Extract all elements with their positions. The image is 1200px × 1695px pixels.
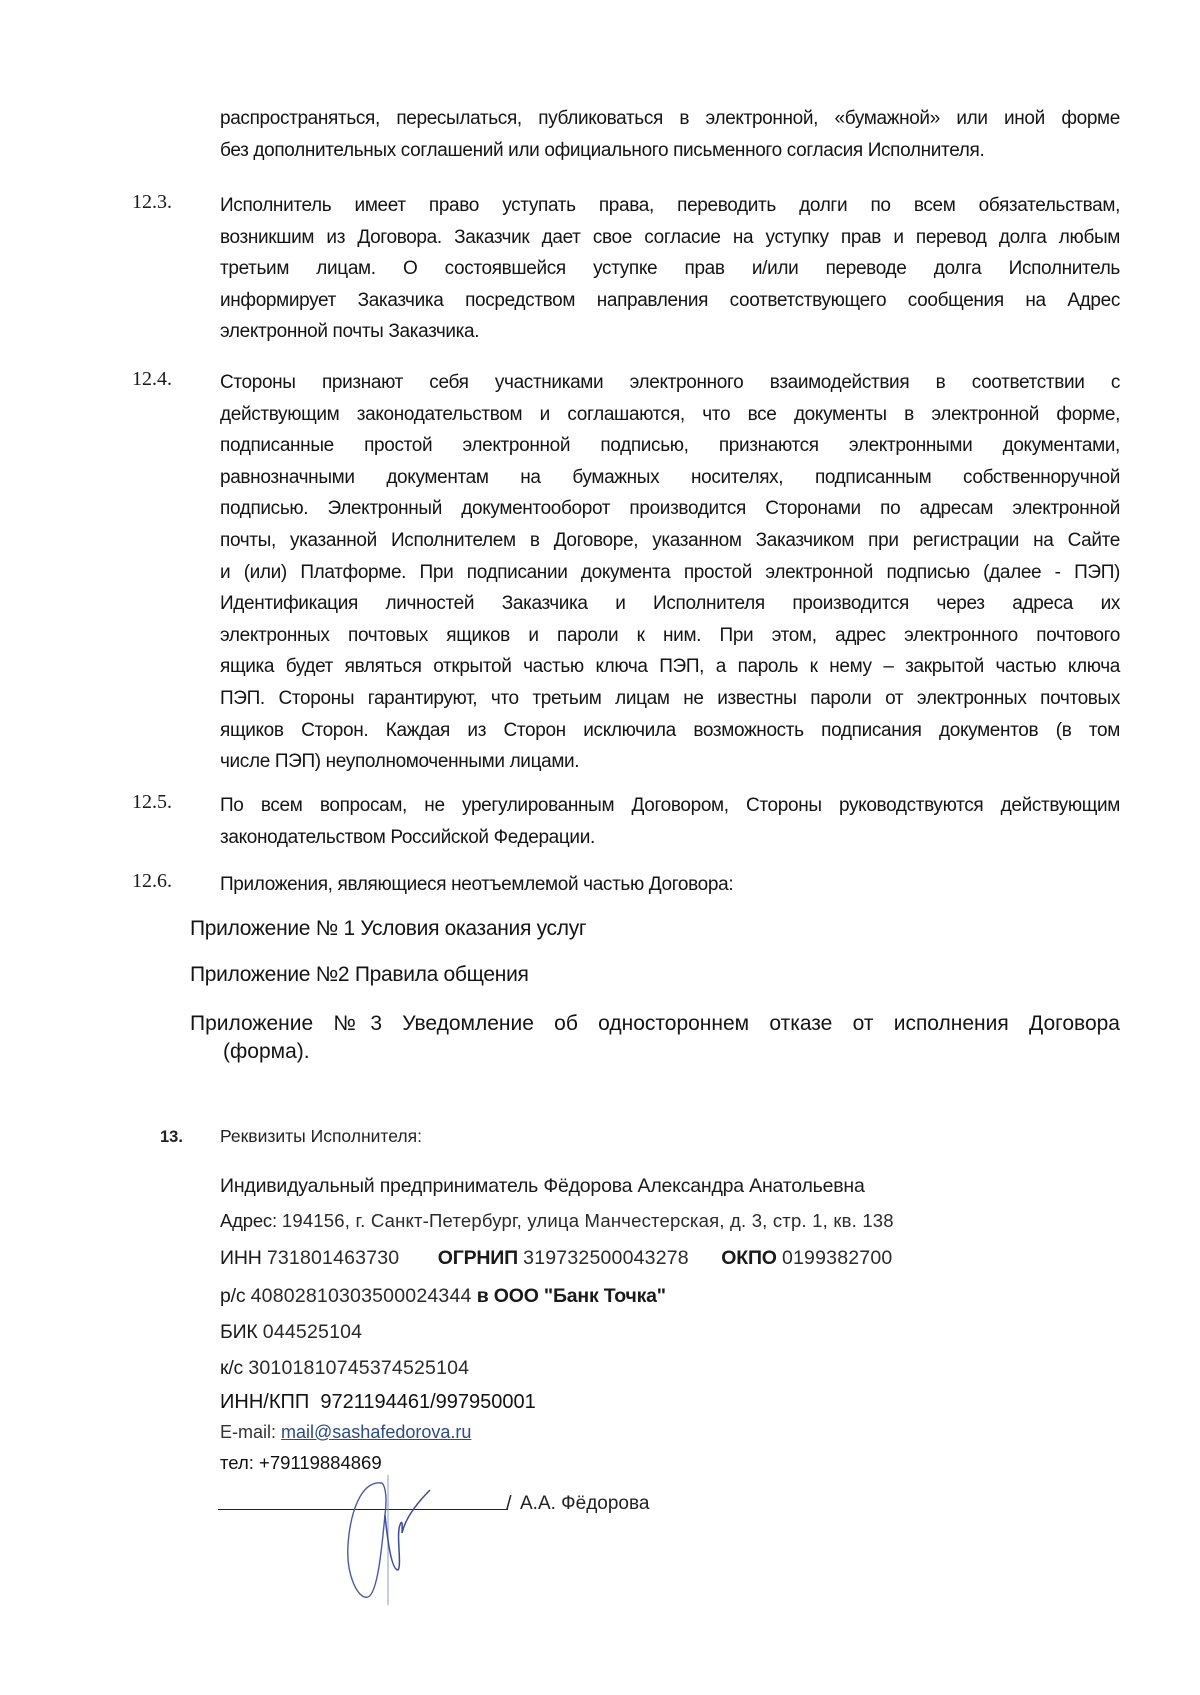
appendix-3 [190,1010,1120,1066]
text-line: возникшим из Договора. Заказчик дает свое согласие на уступку прав и перевод долга любым [220,226,1120,248]
clause-12-3 [220,190,1120,348]
bik-label: БИК [220,1321,258,1343]
text-line: и (или) Платформе. При подписании документа простой электронной подписью (далее - ПЭП) [220,561,1120,583]
text-line: электронных почтовых ящиков и пароли к ним. При этом, адрес электронного почтового [220,624,1120,646]
clause-12-4 [220,367,1120,778]
signature-slash: / [506,1493,512,1515]
bank-account [220,1285,666,1308]
corr-value: 30101810745374525104 [248,1357,470,1379]
text-line: без дополнительных соглашений или официального письменного согласия Исполнителя. [220,139,985,161]
section-title: Реквизиты Исполнителя: [220,1126,422,1146]
clause-number: 12.6. [132,870,172,892]
address-label: Адрес: [220,1210,282,1231]
appendix-3-line: (форма). [223,1040,310,1063]
text-line: По всем вопросам, не урегулированным Договором, Стороны руководствуются действующим [220,795,1120,816]
signatory-name: А.А. Фёдорова [520,1493,650,1514]
section-number: 13. [160,1128,183,1146]
text-line: Приложения, являющиеся неотъемлемой частью Договора: [220,874,734,895]
phone [220,1452,382,1474]
handwritten-signature-icon [330,1475,440,1605]
phone-label: тел: [220,1452,260,1473]
appendix-1: Приложение № 1 Условия оказания услуг [190,917,587,940]
inn-kpp [220,1391,536,1414]
text-line: третьим лицам. О состоявшейся уступке прав и/или переводе долга Исполнитель [220,258,1120,280]
text-line: Стороны признают себя участниками электронного взаимодействия в соответствии с [220,372,1120,393]
text-line: Идентификация личностей Заказчика и Исполнителя производится через адреса их [220,593,1120,615]
bik [220,1321,362,1344]
okpo-label: ОКПО [721,1247,777,1269]
text-line: законодательством Российской Федерации. [220,826,595,848]
address-value: 194156, г. Санкт-Петербург, улица Манчестерская, д. 3, стр. 1, кв. 138 [281,1210,894,1231]
text-line: подписью. Электронный документооборот производится Сторонами по адресам электронной [220,498,1120,520]
correspondent-account [220,1357,469,1380]
text-line: ящиков Сторон. Каждая из Сторон исключила возможность подписания документов (в том [220,719,1120,741]
bank-prefix: в [476,1285,489,1307]
account-value: 40802810303500024344 [250,1285,472,1307]
text-line: Исполнитель имеет право уступать права, переводить долги по всем обязательствам, [220,195,1120,216]
text-line: равнозначными документам на бумажных носителях, подписанным собственноручной [220,466,1120,488]
email-link[interactable]: mail@sashafedorova.ru [281,1422,472,1442]
clause-12-2-continuation [220,103,1120,166]
text-line: числе ПЭП) неуполномоченными лицами. [220,751,580,773]
clause-number: 12.5. [132,791,172,813]
bik-value: 044525104 [262,1321,363,1343]
address [220,1210,894,1232]
okpo-value: 0199382700 [781,1247,893,1269]
inn-value: 731801463730 [266,1247,400,1269]
account-label: р/с [220,1285,246,1307]
text-line: почты, указанной Исполнителем в Договоре, указанном Заказчиком при регистрации на Сайте [220,529,1120,551]
text-line: электронной почты Заказчика. [220,321,480,343]
text-line: действующим законодательством и соглашаются, что все документы в электронной форме, [220,403,1120,425]
text-line: подписанные простой электронной подписью, признаются электронными документами, [220,435,1120,457]
entrepreneur-name: Индивидуальный предприниматель Фёдорова Александра Анатольевна [220,1175,865,1197]
clause-12-6 [220,869,1120,901]
inn-label: ИНН [220,1247,262,1269]
registration-ids [220,1247,892,1270]
phone-value: +79119884869 [259,1452,382,1473]
text-line: распространяться, пересылаться, публиковаться в электронной, «бумажной» или иной форме [220,108,1120,129]
appendix-3-line: Приложение №3 Уведомление об одностороннем отказе от исполнения Договора [190,1012,1120,1035]
text-line: ПЭП. Стороны гарантируют, что третьим лицам не известны пароли от электронных почтовых [220,687,1120,709]
inn-kpp-value: 9721194461/997950001 [320,1391,536,1413]
corr-label: к/с [220,1357,244,1379]
clause-number: 12.3. [132,191,172,213]
clause-12-5 [220,790,1120,853]
email [220,1422,471,1443]
appendix-2: Приложение №2 Правила общения [190,963,529,986]
ogrnip-label: ОГРНИП [437,1247,518,1269]
bank-name: ООО "Банк Точка" [493,1285,666,1307]
ogrnip-value: 319732500043278 [523,1247,689,1269]
text-line: ящика будет являться открытой частью ключа ПЭП, а пароль к нему – закрытой частью ключа [220,656,1120,678]
inn-kpp-label: ИНН/КПП [220,1391,310,1413]
email-label: E-mail: [220,1422,282,1442]
clause-number: 12.4. [132,368,172,390]
text-line: информирует Заказчика посредством направления соответствующего сообщения на Адрес [220,289,1120,311]
